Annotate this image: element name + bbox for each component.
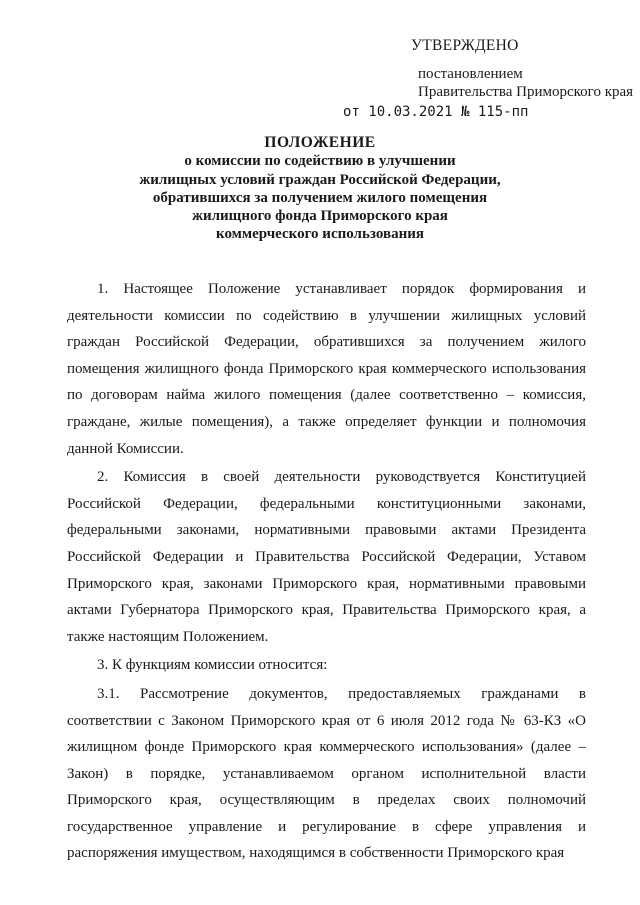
- document-title: [0, 134, 640, 244]
- approved-label: УТВЕРЖДЕНО: [411, 37, 519, 54]
- paragraph-2: 2. Комиссия в своей деятельности руководствуется Конституцией Российской Федерации, федеральными конституционными законами, федеральными законами, нормативными правовыми актами Президента Российской Федерации и Правительства Российской Федерации, Уставом Приморского края, законами Приморского края, нормативными правовыми актами Губернатора Приморского края, Правительства Приморского края, а также настоящим Положением.: [67, 469, 586, 645]
- government-label: Правительства Приморского края: [418, 84, 634, 100]
- title-line: коммерческого использования: [216, 226, 424, 243]
- paragraph-3: 3. К функциям комиссии относится:: [97, 657, 328, 674]
- title-line: жилищных условий граждан Российской Федерации,: [139, 171, 501, 188]
- approval-stamp: [0, 0, 640, 130]
- paragraph-3-1: 3.1. Рассмотрение документов, предоставляемых гражданами в соответствии с Законом Приморского края от 6 июля 2012 года № 63-КЗ «О жилищном фонде Приморского края коммерческого использования» (далее – Закон) в порядке, устанавливаемом органом исполнительной власти Приморского края, осуществляющим в пределах своих полномочий государственное управление и регулирование в сфере управления и распоряжения имуществом, находящимся в собственности Приморского края: [67, 685, 586, 862]
- decree-date-number: от 10.03.2021 № 115-пп: [343, 104, 529, 120]
- title-line: жилищного фонда Приморского края: [192, 208, 448, 225]
- paragraph-1: 1. Настоящее Положение устанавливает порядок формирования и деятельности комиссии по содействию в улучшении жилищных условий граждан Российской Федерации, обратившихся за получением жилого помещения жилищного фонда Приморского края коммерческого использования по договорам найма жилого помещения (далее соответственно – комиссия, граждане, жилые помещения), а также определяет функции и полномочия данной Комиссии.: [67, 281, 586, 457]
- document-body: [67, 276, 586, 869]
- title-line: о комиссии по содействию в улучшении: [184, 153, 456, 170]
- title-heading: ПОЛОЖЕНИЕ: [264, 134, 376, 151]
- by-decree-label: постановлением: [418, 66, 523, 82]
- title-line: обратившихся за получением жилого помещения: [152, 189, 488, 206]
